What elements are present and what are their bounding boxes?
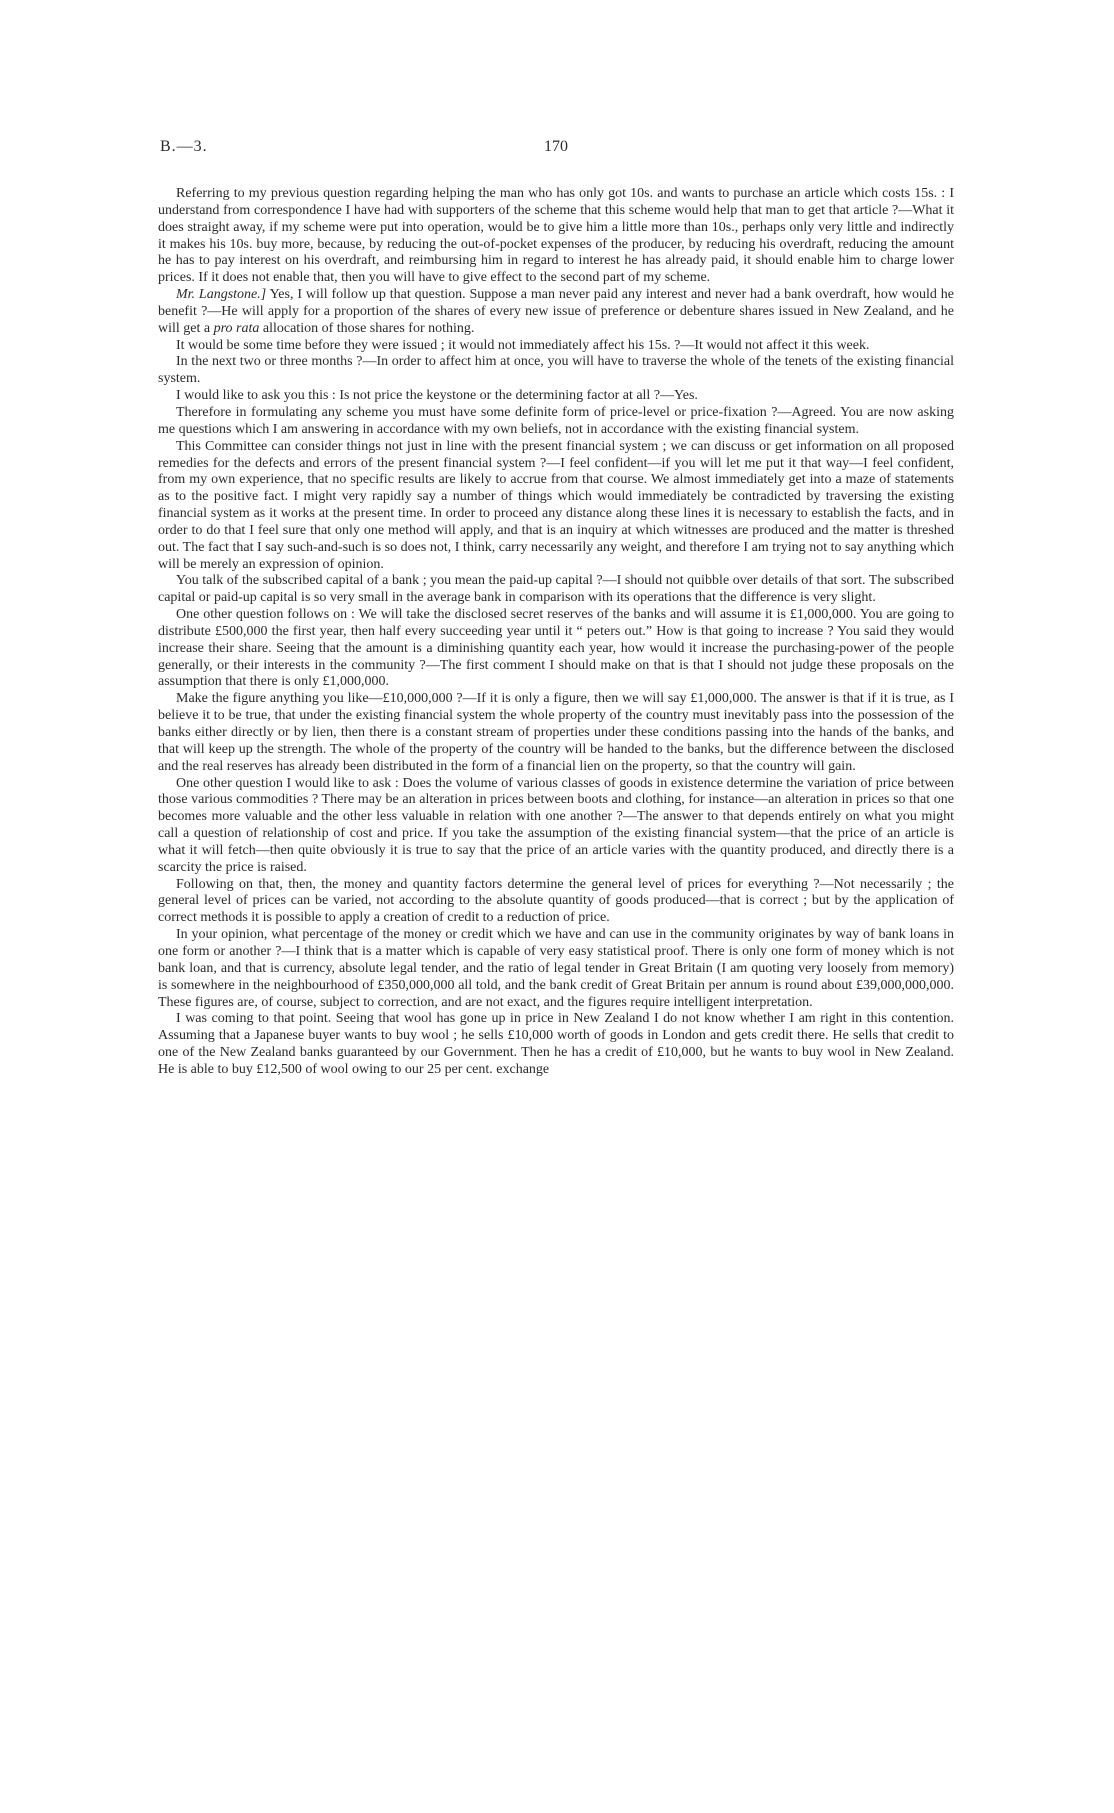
paragraph: Therefore in formulating any scheme you must have some definite form of price-level or price-fixation ?—Agreed. You are now asking me questions which I am answering in accordance with my own beliefs, not in accordance with the existing financial system. xyxy=(158,404,954,437)
paragraph: I was coming to that point. Seeing that wool has gone up in price in New Zealand I do not know whether I am right in this contention. Assuming that a Japanese buyer wants to buy wool ; he sells £10,000 worth of goods in London and gets credit there. He sells that credit to one of the New Zealand banks guaranteed by our Government. Then he has a credit of £10,000, but he wants to buy wool in New Zealand. He is able to buy £12,500 of wool owing to our 25 per cent. exchange xyxy=(158,1011,954,1077)
paragraph: Referring to my previous question regarding helping the man who has only got 10s. and wants to purchase an article which costs 15s. : I understand from correspondence I have had with supporters of the scheme that this scheme would help that man to get that article ?—What it does straight away, if my scheme were put into operation, would be to give him a little more than 10s., perhaps only very little and indirectly it makes his 10s. buy more, because, by reducing the out-of-pocket expenses of the producer, by reducing his overdraft, reducing the amount he has to pay interest on his overdraft, and reimbursing him in regard to interest he has already paid, it should enable him to charge lower prices. If it does not enable that, then you will have to give effect to the second part of my scheme. xyxy=(158,186,954,286)
paragraph: In the next two or three months ?—In order to affect him at once, you will have to traverse the whole of the tenets of the existing financial system. xyxy=(158,354,954,387)
document-code: B.—3. xyxy=(160,138,208,155)
paragraph: One other question follows on : We will take the disclosed secret reserves of the banks and will assume it is £1,000,000. You are going to distribute £500,000 the first year, then half every succeeding year until it “ peters out.” How is that going to increase ? You said they would increase their share. Seeing that the amount is a diminishing quantity each year, how would it increase the purchasing-power of the people generally, or their interests in the community ?—The first comment I should make on that is that I should not judge these proposals on the assumption that there is only £1,000,000. xyxy=(158,607,954,690)
page-number: 170 xyxy=(544,138,568,155)
paragraph: This Committee can consider things not just in line with the present financial system ; we can discuss or get information on all proposed remedies for the defects and errors of the present financial system ?—I feel confident—if you will let me put it that way—I feel confident, from my own experience, that no specific results are likely to accrue from that course. We almost immediately get into a maze of statements as to the positive fact. I might very rapidly say a number of things which would immediately be contradicted by traversing the existing financial system as it works at the present time. In order to proceed any distance along these lines it is necessary to establish the facts, and in order to do that I feel sure that only one method will apply, and that is an inquiry at which witnesses are produced and the matter is threshed out. The fact that I say such-and-such is so does not, I think, carry necessarily any weight, and therefore I am trying not to say anything which will be merely an expression of opinion. xyxy=(158,438,954,572)
paragraph: In your opinion, what percentage of the money or credit which we have and can use in the community originates by way of bank loans in one form or another ?—I think that is a matter which is capable of very easy statistical proof. There is only one form of money which is not bank loan, and that is currency, absolute legal tender, and the ratio of legal tender in Great Britain (I am quoting very loosely from memory) is somewhere in the neighbourhood of £350,000,000 all told, and the bank credit of Great Britain per annum is round about £39,000,000,000. These figures are, of course, subject to correction, and are not exact, and the figures require intelligent interpretation. xyxy=(158,927,954,1010)
paragraph: It would be some time before they were issued ; it would not immediately affect his 15s. ?—It would not affect it this week. xyxy=(176,337,870,353)
latin-term: pro rata xyxy=(213,320,260,336)
page-header xyxy=(160,138,960,162)
body-text xyxy=(158,186,954,1079)
paragraph: Mr. Langstone.] Yes, I will follow up that question. Suppose a man never paid any interest and never had a bank overdraft, how would he benefit ?—He will apply for a proportion of the shares of every new issue of preference or debenture shares issued in New Zealand, and he will get a pro rata allocation of those shares for nothing. xyxy=(158,287,954,336)
paragraph: Make the figure anything you like—£10,000,000 ?—If it is only a figure, then we will say £1,000,000. The answer is that if it is true, as I believe it to be true, that under the existing financial system the whole property of the country must inevitably pass into the possession of the banks either directly or by lien, then there is a constant stream of properties under these conditions passing into the hands of the banks, and that will keep up the strength. The whole of the property of the country will be handed to the banks, but the difference between the disclosed and the real reserves has already been distributed in the form of a financial lien on the property, so that the country will gain. xyxy=(158,691,954,774)
paragraph: You talk of the subscribed capital of a bank ; you mean the paid-up capital ?—I should not quibble over details of that sort. The subscribed capital or paid-up capital is so very small in the average bank in comparison with its operations that the difference is very slight. xyxy=(158,573,954,606)
speaker-name: Mr. Langstone.] xyxy=(176,287,267,303)
paragraph: One other question I would like to ask : Does the volume of various classes of goods in existence determine the variation of price between those various commodities ? There may be an alteration in prices between boots and clothing, for instance—an alteration in prices so that one becomes more valuable and the other less valuable in relation with one another ?—The answer to that depends entirely on what you might call a question of relationship of cost and price. If you take the assumption of the existing financial system—that the price of an article is what it will fetch—then quite obviously it is true to say that the price of an article varies with the quantity produced, and directly there is a scarcity the price is raised. xyxy=(158,775,954,875)
paragraph: I would like to ask you this : Is not price the keystone or the determining factor at all ?—Yes. xyxy=(176,388,698,404)
paragraph: Following on that, then, the money and quantity factors determine the general level of prices for everything ?—Not necessarily ; the general level of prices can be varied, not according to the absolute quantity of goods produced—that is correct ; but by the application of correct methods it is possible to apply a creation of credit to a reduction of price. xyxy=(158,876,954,926)
